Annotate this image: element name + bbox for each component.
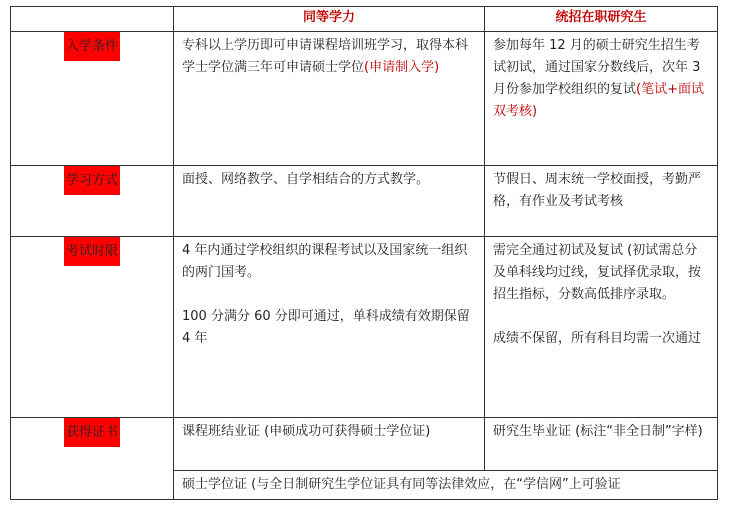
table-row — [11, 166, 718, 237]
row-label: 学习方式 — [64, 166, 120, 195]
table-row — [11, 32, 718, 166]
row-label: 考试时限 — [64, 237, 120, 266]
table-cell — [174, 237, 485, 418]
table-cell — [485, 166, 718, 237]
header-empty — [11, 7, 174, 32]
cell-highlight: (申请制入学) — [364, 60, 440, 75]
table-row — [11, 237, 718, 418]
cell-text: 节假日、周末统一学校面授，考勤严格，有作业及考试考核 — [493, 172, 702, 209]
table-cell — [485, 418, 718, 471]
row-label-cell — [11, 166, 174, 237]
cell-paragraph: 100 分满分 60 分即可通过，单科成绩有效期保留 4 年 — [182, 309, 470, 346]
table-cell — [174, 32, 485, 166]
table-row — [11, 418, 718, 471]
table-cell — [174, 166, 485, 237]
cell-highlight: (笔试+面试双考核) — [493, 82, 704, 119]
cell-paragraph: 4 年内通过学校组织的课程考试以及国家统一组织的两门国考。 — [182, 243, 468, 280]
cell-text: 专科以上学历即可申请课程培训班学习，取得本科学士学位满三年可申请硕士学位 — [182, 38, 469, 75]
merged-cell — [174, 471, 718, 500]
cell-text: 课程班结业证 (申硕成功可获得硕士学位证) — [182, 424, 431, 439]
cell-paragraph: 成绩不保留，所有科目均需一次通过 — [493, 331, 702, 346]
table-cell — [485, 32, 718, 166]
table-cell — [174, 418, 485, 471]
row-label-cell — [11, 237, 174, 418]
comparison-table — [10, 6, 718, 500]
table-cell — [485, 237, 718, 418]
header-unified-postgraduate: 统招在职研究生 — [485, 7, 718, 32]
cell-paragraph: 需完全通过初试及复试 (初试需总分及单科线均过线，复试择优录取，按招生指标，分数高低排序录取。 — [493, 243, 702, 302]
cell-text: 面授、网络教学、自学相结合的方式教学。 — [182, 172, 430, 187]
cell-text: 硕士学位证 (与全日制研究生学位证具有同等法律效应，在“学信网”上可验证 — [182, 477, 621, 492]
row-label-cell — [11, 32, 174, 166]
row-label: 入学条件 — [64, 32, 120, 61]
cell-text: 研究生毕业证 (标注“非全日制”字样) — [493, 424, 703, 439]
cell-text: 参加每年 12 月的硕士研究生招生考试初试，通过国家分数线后，次年 3 月份参加学校组织的复试 — [493, 38, 701, 97]
header-equivalent-degree: 同等学力 — [174, 7, 485, 32]
row-label-cell — [11, 418, 174, 500]
header-row — [11, 7, 718, 32]
row-label: 获得证书 — [64, 418, 120, 447]
